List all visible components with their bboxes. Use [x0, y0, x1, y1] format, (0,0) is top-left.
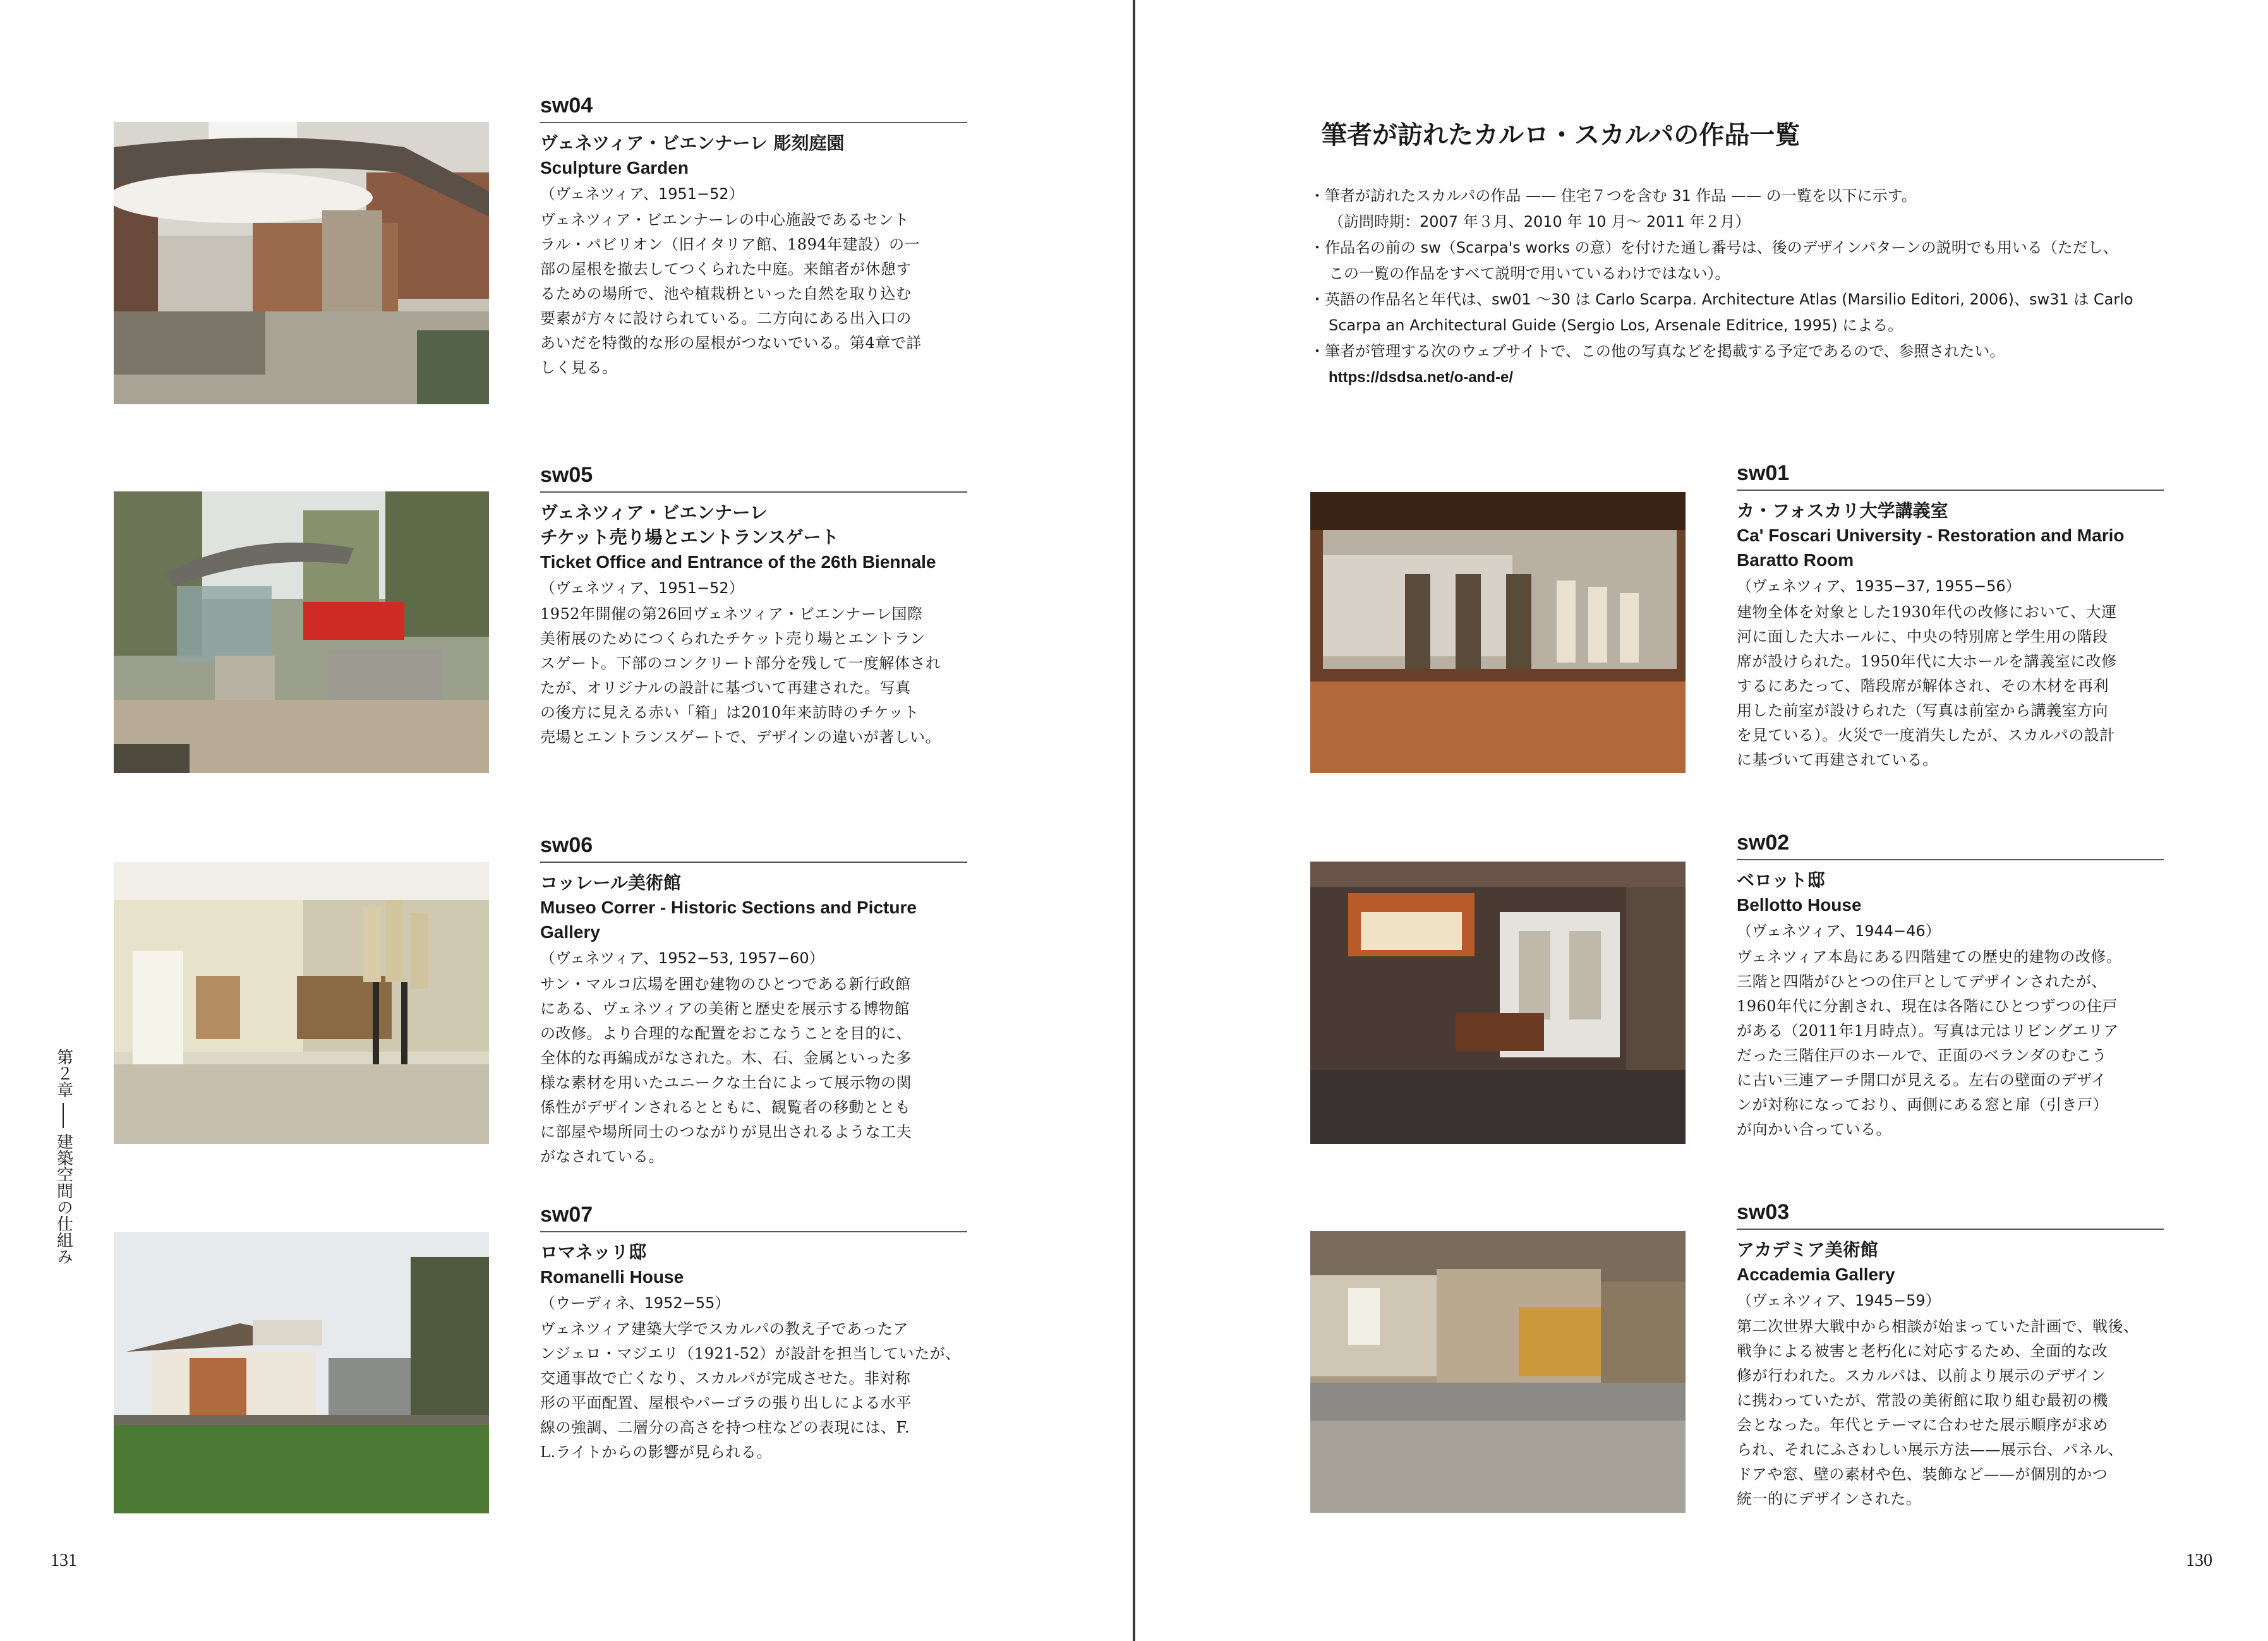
entry-jp-title: コッレール美術館 — [540, 872, 681, 893]
photo-accademia-gallery — [1310, 1231, 1686, 1513]
entry-sw06 — [540, 833, 967, 1169]
entry-body — [1737, 1314, 2164, 1512]
body-line: 建物全体を対象とした1930年代の改修において、大運 — [1737, 603, 2117, 621]
entry-sw02 — [1737, 830, 2164, 1142]
body-line: だった三階住戸のホールで、正面のベランダのむこう — [1737, 1047, 2108, 1064]
entry-sw01 — [1737, 460, 2164, 772]
entry-en-title: Sculpture Garden — [540, 158, 689, 177]
entry-meta: （ウーディネ、1952−55） — [540, 1294, 730, 1312]
body-line: 三階と四階がひとつの住戸としてデザインされたが、 — [1737, 973, 2107, 990]
photo-bellotto-house — [1310, 862, 1686, 1144]
body-line: 全体的な再編成がなされた。木、石、金属といった多 — [540, 1049, 912, 1067]
intro-note — [1310, 183, 2156, 235]
body-line: ラル・パビリオン（旧イタリア館、1894年建設）の一 — [540, 236, 920, 253]
body-line: に部屋や場所同士のつながりが見出されるような工夫 — [540, 1123, 912, 1141]
body-line: 用した前室が設けられた（写真は前室から講義室方向 — [1737, 702, 2108, 719]
entry-meta: （ヴェネツィア、1944−46） — [1737, 922, 1941, 940]
entry-jp-title: チケット売り場とエントランスゲート — [540, 527, 839, 548]
body-line: が向かい合っている。 — [1737, 1121, 1891, 1138]
body-line: の改修。より合理的な配置をおこなうことを目的に、 — [540, 1025, 912, 1042]
body-line: 美術展のためにつくられたチケット売り場とエントラン — [540, 630, 926, 647]
left-page — [0, 0, 1133, 1641]
entry-body — [540, 1317, 967, 1465]
body-line: 修が行われた。スカルパは、以前より展示のデザイン — [1737, 1367, 2106, 1385]
body-line: がなされている。 — [540, 1148, 664, 1165]
intro-notes — [1310, 183, 2156, 390]
body-line: 売場とエントランスゲートで、デザインの違いが著しい。 — [540, 728, 941, 746]
photo-museo-correr — [114, 862, 489, 1144]
entry-meta: （ヴェネツィア、1945−59） — [1737, 1292, 1941, 1309]
entry-en-title: Bellotto House — [1737, 895, 1862, 915]
intro-line: ・英語の作品名と年代は、sw01 〜30 は Carlo Scarpa. Architecture Atlas (Marsilio Editori, 2006)、sw31 は Carlo — [1310, 291, 2133, 308]
entry-code: sw06 — [540, 833, 967, 863]
intro-note — [1310, 339, 2156, 364]
entry-code: sw07 — [540, 1202, 967, 1232]
body-line: あいだを特徴的な形の屋根がつないでいる。第4章で詳 — [540, 334, 922, 352]
entry-sw04 — [540, 93, 967, 380]
entry-code: sw03 — [1737, 1199, 2164, 1230]
intro-line: Scarpa an Architectural Guide (Sergio Los, Arsenale Editrice, 1995) による。 — [1329, 316, 1903, 334]
body-line: るための場所で、池や植栽枡といった自然を取り込む — [540, 285, 912, 303]
body-line: 会となった。年代とテーマに合わせた展示順序が求め — [1737, 1416, 2108, 1434]
page-number-left: 131 — [51, 1551, 77, 1570]
page-gutter — [1133, 0, 1135, 1641]
entry-body — [540, 602, 967, 750]
entry-meta: （ヴェネツィア、1951−52） — [540, 579, 744, 597]
photo-romanelli-house — [114, 1232, 489, 1513]
body-line: にある、ヴェネツィアの美術と歴史を展示する博物館 — [540, 1000, 910, 1018]
body-line: ヴェネツィア・ビエンナーレの中心施設であるセント — [540, 211, 910, 229]
intro-line: ・筆者が管理する次のウェブサイトで、この他の写真などを掲載する予定であるので、参照されたい。 — [1310, 342, 2005, 360]
body-line: ンジェロ・マジエリ（1921-52）が設計を担当していたが、 — [540, 1345, 961, 1362]
body-line: 統一的にデザインされた。 — [1737, 1490, 1922, 1508]
list-heading: 筆者が訪れたカルロ・スカルパの作品一覧 — [1322, 121, 1801, 150]
photo-ticket-office — [114, 491, 489, 773]
entry-body — [540, 972, 967, 1169]
entry-code: sw02 — [1737, 830, 2164, 860]
body-line: たが、オリジナルの設計に基づいて再建された。写真 — [540, 679, 911, 697]
entry-en-title: Museo Correr - Historic Sections and Picture — [540, 898, 917, 917]
entry-en-title: Romanelli House — [540, 1267, 684, 1287]
entry-jp-title: ロマネッリ邸 — [540, 1242, 647, 1263]
entry-sw05 — [540, 462, 967, 750]
entry-code: sw01 — [1737, 460, 2164, 491]
chapter-rule — [63, 1103, 64, 1128]
entry-sw07 — [540, 1202, 967, 1465]
entry-en-title: Ca' Foscari University - Restoration and Mario — [1737, 526, 2125, 545]
body-line: ヴェネツィア本島にある四階建ての歴史的建物の改修。 — [1737, 948, 2122, 966]
intro-note — [1310, 235, 2156, 287]
body-line: スゲート。下部のコンクリート部分を残して一度解体され — [540, 654, 941, 672]
body-line: ンが対称になっており、両側にある窓と扉（引き戸） — [1737, 1096, 2108, 1114]
website-link[interactable]: https://dsdsa.net/o-and-e/ — [1329, 369, 1514, 386]
entry-body — [1737, 945, 2164, 1142]
body-line: 第二次世界大戦中から相談が始まっていた計画で、戦後、 — [1737, 1318, 2139, 1335]
body-line: 線の強調、二層分の高さを持つ柱などの表現には、F. — [540, 1419, 910, 1436]
entry-sw03 — [1737, 1199, 2164, 1512]
entry-code: sw04 — [540, 93, 967, 123]
body-line: 要素が方々に設けられている。二方向にある出入口の — [540, 310, 912, 327]
body-line: 戦争による被害と老朽化に対応するため、全面的な改 — [1737, 1342, 2108, 1360]
entry-jp-title: カ・フォスカリ大学講義室 — [1737, 500, 1948, 521]
body-line: の後方に見える赤い「箱」は2010年来訪時のチケット — [540, 704, 919, 721]
entry-meta: （ヴェネツィア、1935−37, 1955−56） — [1737, 577, 2021, 595]
intro-note — [1310, 287, 2156, 339]
chapter-marker — [51, 1049, 76, 1265]
body-line: 係性がデザインされるとともに、観覧者の移動ととも — [540, 1098, 911, 1116]
entry-jp-title: ヴェネツィア・ビエンナーレ — [540, 502, 768, 523]
entry-jp-title: ベロット邸 — [1737, 870, 1825, 891]
intro-line: この一覧の作品をすべて説明で用いているわけではない）。 — [1329, 265, 1730, 282]
photo-sculpture-garden — [114, 122, 489, 404]
entry-meta: （ヴェネツィア、1951−52） — [540, 185, 744, 203]
entry-body — [540, 208, 967, 380]
body-line: 形の平面配置、屋根やパーゴラの張り出しによる水平 — [540, 1394, 912, 1412]
body-line: しく見る。 — [540, 359, 618, 376]
entry-en-title: Baratto Room — [1737, 550, 1854, 570]
body-line: 河に面した大ホールに、中央の特別席と学生用の階段 — [1737, 628, 2108, 646]
entry-en-title: Accademia Gallery — [1737, 1265, 1895, 1284]
body-line: サン・マルコ広場を囲む建物のひとつである新行政館 — [540, 975, 911, 993]
body-line: L.ライトからの影響が見られる。 — [540, 1443, 772, 1461]
intro-line: ・作品名の前の sw（Scarpa's works の意）を付けた通し番号は、後のデザインパターンの説明でも用いる（ただし、 — [1310, 239, 2118, 256]
intro-line: （訪問時期：2007 年３月、2010 年 10 月〜 2011 年２月） — [1329, 213, 1751, 231]
body-line: 交通事故で亡くなり、スカルパが完成させた。非対称 — [540, 1369, 911, 1387]
intro-line: ・筆者が訪れたスカルパの作品 —— 住宅７つを含む 31 作品 —— の一覧を以下に示す。 — [1310, 187, 1917, 205]
body-line: 1960年代に分割され、現在は各階にひとつずつの住戸 — [1737, 997, 2118, 1015]
body-line: がある（2011年1月時点）。写真は元はリビングエリア — [1737, 1022, 2119, 1040]
body-line: られ、それにふさわしい展示方法——展示台、パネル、 — [1737, 1441, 2124, 1458]
entry-en-title: Gallery — [540, 922, 600, 942]
body-line: 席が設けられた。1950年代に大ホールを講義室に改修 — [1737, 652, 2117, 670]
body-line: に携わっていたが、常設の美術館に取り組む最初の機 — [1737, 1392, 2108, 1409]
photo-ca-foscari — [1310, 492, 1686, 773]
entry-body — [1737, 600, 2164, 772]
entry-en-title: Ticket Office and Entrance of the 26th Biennale — [540, 552, 936, 572]
body-line: ヴェネツィア建築大学でスカルパの教え子であったア — [540, 1320, 908, 1338]
page-number-right: 130 — [2186, 1551, 2212, 1570]
entry-code: sw05 — [540, 462, 967, 493]
body-line: するにあたって、階段席が解体され、その木材を再利 — [1737, 677, 2109, 695]
body-line: を見ている）。火災で一度消失したが、スカルパの設計 — [1737, 726, 2115, 744]
chapter-title: 建築空間の仕組み — [54, 1133, 73, 1265]
entry-jp-title: ヴェネツィア・ビエンナーレ 彫刻庭園 — [540, 133, 845, 153]
body-line: に古い三連アーチ開口が見える。左右の壁面のデザイ — [1737, 1071, 2107, 1089]
body-line: 様な素材を用いたユニークな土台によって展示物の関 — [540, 1074, 912, 1091]
body-line: 1952年開催の第26回ヴェネツィア・ビエンナーレ国際 — [540, 605, 923, 623]
chapter-number: 第２章 — [54, 1049, 73, 1098]
body-line: 部の屋根を撤去してつくられた中庭。来館者が休憩す — [540, 260, 912, 278]
entry-meta: （ヴェネツィア、1952−53, 1957−60） — [540, 949, 824, 967]
entry-jp-title: アカデミア美術館 — [1737, 1239, 1878, 1260]
body-line: ドアや窓、壁の素材や色、装飾など——が個別的かつ — [1737, 1465, 2108, 1483]
body-line: に基づいて再建されている。 — [1737, 751, 1938, 769]
